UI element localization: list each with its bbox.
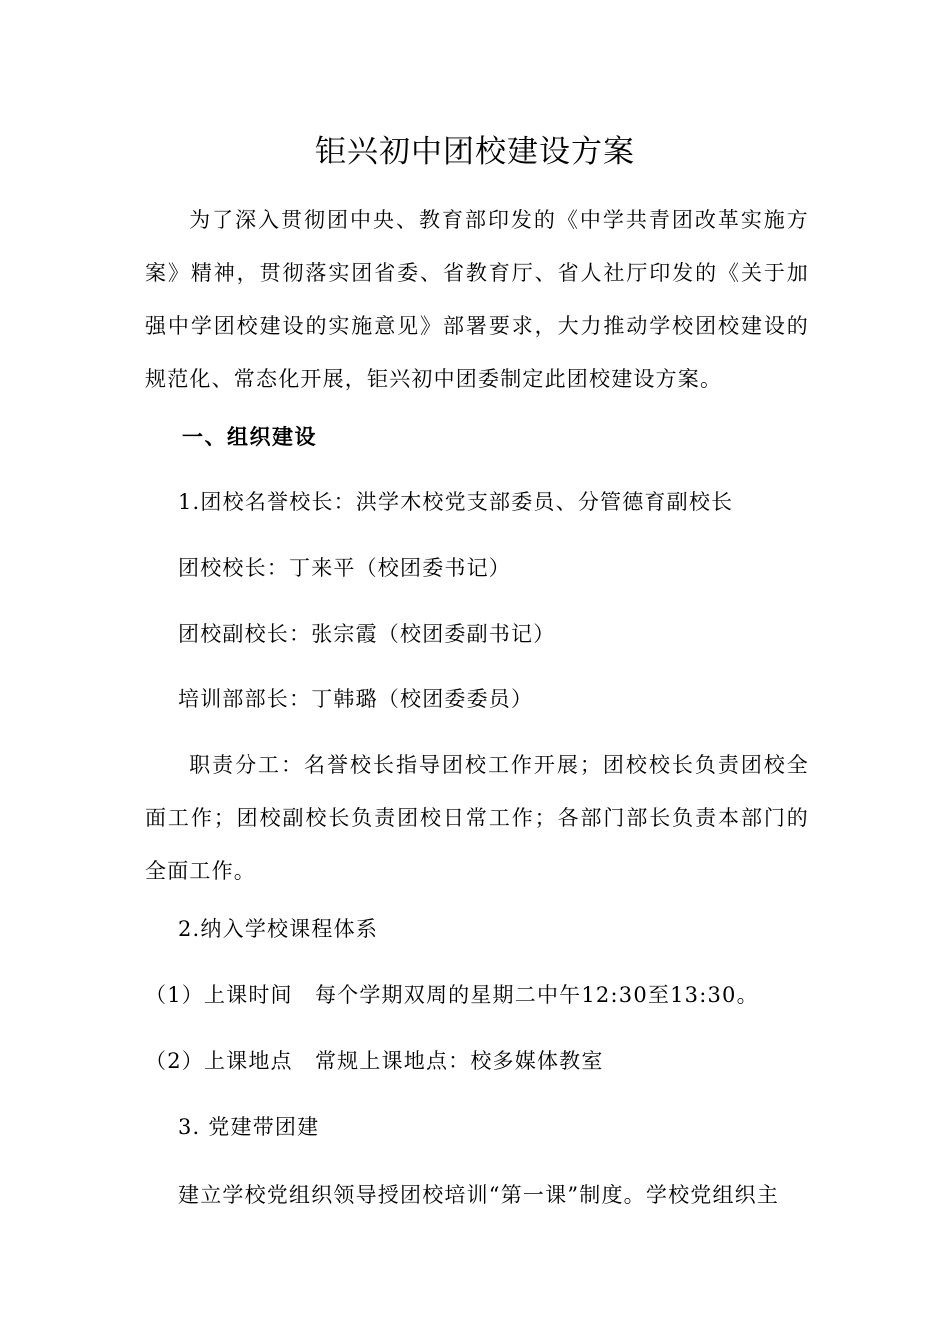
item-training-head: 培训部部长：丁韩璐（校团委委员） bbox=[178, 687, 534, 711]
item-vice-principal: 团校副校长：张宗霞（校团委副书记） bbox=[178, 622, 556, 646]
item-honorary-principal: 1.团校名誉校长：洪学木校党支部委员、分管德育副校长 bbox=[178, 490, 734, 514]
duties-paragraph: 职责分工：名誉校长指导团校工作开展；团校校长负责团校全面工作；团校副校长负责团校日常工作；各部门部长负责本部门的全面工作。 bbox=[145, 753, 809, 883]
intro-paragraph: 为了深入贯彻团中央、教育部印发的《中学共青团改革实施方案》精神，贯彻落实团省委、省教育厅、省人社厅印发的《关于加强中学团校建设的实施意见》部署要求，大力推动学校团校建设的规范化、常态化开展，钜兴初中团委制定此团校建设方案。 bbox=[145, 208, 809, 391]
item-party-building: 3. 党建带团建 bbox=[178, 1115, 320, 1139]
item-curriculum: 2.纳入学校课程体系 bbox=[178, 917, 379, 941]
sub-item-class-location: （2）上课地点 常规上课地点：校多媒体教室 bbox=[145, 1049, 604, 1073]
document-title: 钜兴初中团校建设方案 bbox=[315, 134, 635, 170]
section-heading-organization: 一、组织建设 bbox=[182, 424, 317, 449]
item-principal: 团校校长：丁来平（校团委书记） bbox=[178, 556, 511, 580]
sub-item-class-time: （1）上课时间 每个学期双周的星期二中午12:30至13:30。 bbox=[145, 983, 759, 1007]
party-building-text: 建立学校党组织领导授团校培训“第一课”制度。学校党组织主 bbox=[178, 1183, 780, 1207]
